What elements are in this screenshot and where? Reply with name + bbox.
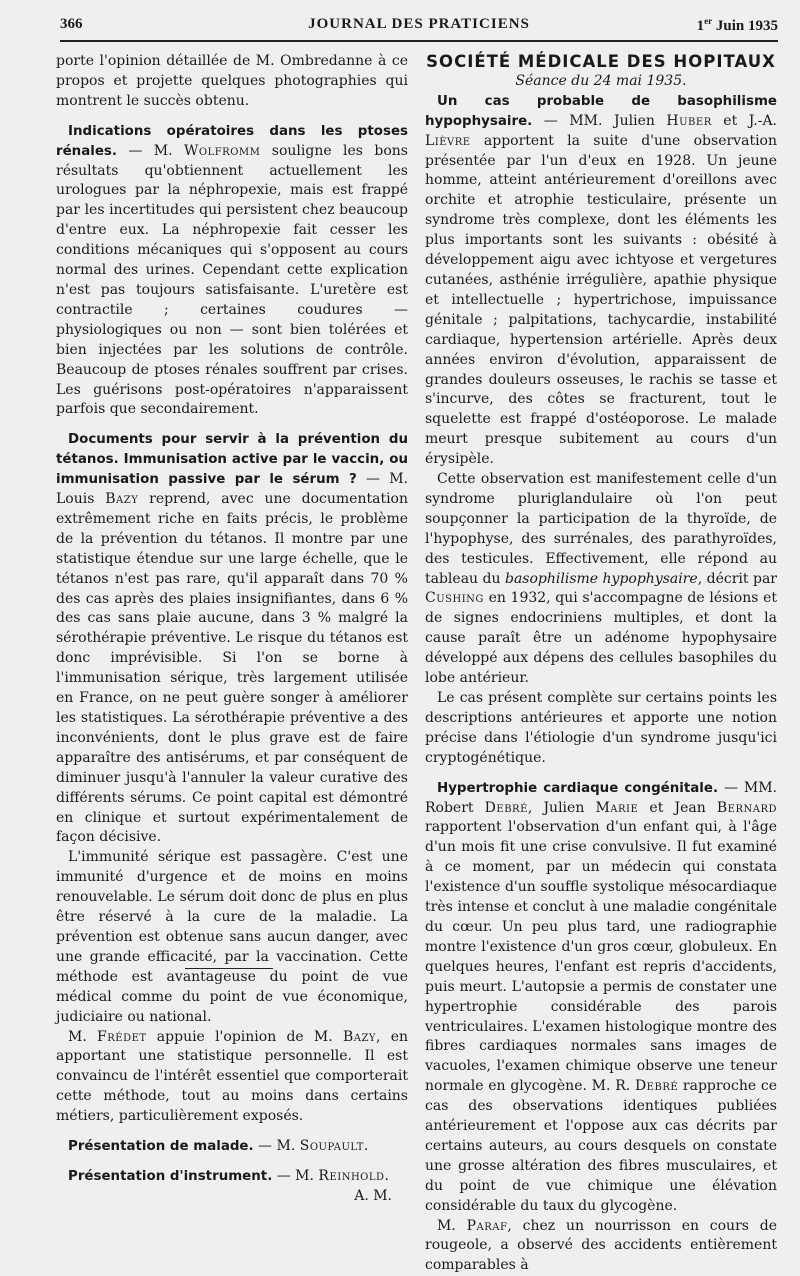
author-name: Frédet bbox=[97, 1028, 147, 1045]
seance-date: Séance du 24 mai 1935. bbox=[515, 72, 687, 89]
section-title: Présentation de malade. bbox=[68, 1139, 254, 1155]
author-name: Bernard bbox=[716, 799, 777, 816]
author-name: Lièvre bbox=[425, 132, 471, 149]
author-name: Soupault. bbox=[299, 1138, 369, 1155]
author-name: Marie bbox=[595, 799, 639, 816]
section-title: Présentation d'instrument. bbox=[68, 1168, 273, 1184]
section-title: Un cas probable de basophilisme hypophysaire. bbox=[425, 93, 777, 129]
author-name: Reinhold. bbox=[318, 1167, 390, 1184]
end-rule-divider bbox=[185, 968, 273, 969]
signature: A. M. bbox=[354, 1187, 392, 1204]
section-ptoses-renales: Indications opératoires dans les ptoses rénales. — M. Wolfromm souligne les bons résultats qu'obtiennent actuellement les urologues par la néphropexie, mais est frappé par les incertitudes qui persistent chez beaucoup d'entre eux. La néphropexie fait cesser les conditions mécaniques qui s'opposent au cours normal des urines. Cependant cette explication n'est pas toujours satisfaisante. L'uretère est contractile ; certaines coudures — physiologiques ou non — sont bien tolérées et bien injectées par les solutions de contrôle. Beaucoup de ptoses rénales souffrent par crises. Les guérisons post-opératoires n'apparaissent parfois que secondairement. bbox=[56, 123, 408, 418]
right-column bbox=[425, 52, 777, 1276]
author-name: Bazy bbox=[105, 491, 139, 508]
author-name: Paraf bbox=[466, 1217, 508, 1234]
section-presentation-instrument: Présentation d'instrument. — M. Reinhold. bbox=[68, 1167, 390, 1184]
section-basophilisme: Un cas probable de basophilisme hypophysaire. — MM. Julien Huber et J.-A. Lièvre apportent la suite d'une observation présentée par l'un d'eux en 1928. Un jeune homme, atteint antérieurement d'oreillons avec orchite et atrophie testiculaire, présente un syndrome très complexe, dont les éléments les plus importants sont les suivants : obésité à développement aigu avec ichtyose et vergetures cutanées, asthénie irrégulière, apathie physique et intellectuelle ; hypertrichose, impuissance génitale ; palpitations, tachycardie, instabilité cardiaque, hypertension artérielle. Après deux années environ d'évolution, apparaissent de grandes douleurs osseuses, le rachis se tasse et s'incurve, des côtes se fracturent, tout le squelette est frappé d'ostéoporose. Le malade meurt presque subitement au cours d'un érysipèle. bbox=[425, 93, 777, 468]
paragraph-fredet: M. Frédet appuie l'opinion de M. Bazy, en apportant une statistique personnelle. Il est convaincu de l'intérêt essentiel que comporterait cette méthode, tout au moins dans certains métiers, particulièrement exposés. bbox=[56, 1028, 409, 1125]
issue-date: 1er Juin 1935 bbox=[696, 16, 778, 34]
paragraph-cas-present: Le cas présent complète sur certains points les descriptions antérieures et apporte une notion précise dans l'étiologie d'un syndrome jusqu'ici cryptogénétique. bbox=[425, 690, 777, 766]
author-name: Debré bbox=[484, 799, 528, 816]
page-number: 366 bbox=[60, 16, 83, 32]
section-title: Documents pour servir à la prévention du tétanos. Immunisation active par le vaccin, ou immunisation passive par le sérum ? bbox=[56, 432, 408, 488]
paragraph-observation: Cette observation est manifestement celle d'un syndrome pluriglandulaire où l'on peut soupçonner la participation de la thyroïde, de l'hypophyse, des surrénales, des parathyroïdes, des testicules. Effectivement, elle répond au tableau du basophilisme hypophysaire, décrit par Cushing en 1932, qui s'accompagne de lésions et de signes endocriniens multiples, et dont la cause paraît être un adénome hypophysaire développé aux dépens des cellules basophiles du lobe antérieur. bbox=[425, 471, 777, 687]
section-hypertrophie-cardiaque: Hypertrophie cardiaque congénitale. — MM. Robert Debré, Julien Marie et Jean Bernard rapportent l'observation d'un enfant qui, à l'âge d'un mois fit une crise convulsive. Il fut examiné à ce moment, par un médecin qui constata l'existence d'un souffle systolique mésocardiaque très intense et conclut à une maladie congénitale du cœur. Un peu plus tard, une radiographie montre l'existence d'un gros cœur, globuleux. En quelques heures, l'enfant est repris d'accidents, puis meurt. L'autopsie a permis de constater une hypertrophie considérable des parois ventriculaires. L'examen histologique montre des fibres cardiaques normales sans images de vacuoles, l'examen chimique observe une teneur normale en glycogène. M. R. Debré rapproche ce cas des observations identiques publiées antérieurement et l'oppose aux cas décrits par certains auteurs, au cours desquels on constate une grosse altération des fibres musculaires, et du point de vue chimique une élévation considérable du taux du glycogène. bbox=[425, 779, 777, 1214]
author-name: Wolfromm bbox=[184, 142, 261, 159]
journal-title: JOURNAL DES PRATICIENS bbox=[308, 16, 530, 32]
section-title: Hypertrophie cardiaque congénitale. bbox=[437, 780, 719, 796]
paragraph-immunite: L'immunité sérique est passagère. C'est une immunité d'urgence et de moins en moins renouvelable. Le sérum doit donc de plus en plus être réservé à la cure de la maladie. La prévention est obtenue sans aucun danger, avec une grande efficacité, par la vaccination. Cette méthode est avantageuse du point de vue médical comme du point de vue économique, judiciaire ou national. bbox=[56, 849, 408, 1025]
author-name: Huber bbox=[666, 112, 712, 129]
society-title: SOCIÉTÉ MÉDICALE DES HOPITAUX bbox=[426, 52, 776, 71]
author-name: Cushing bbox=[425, 590, 484, 607]
author-name: Debré bbox=[634, 1078, 679, 1095]
page-header bbox=[60, 14, 778, 42]
author-name: Bazy bbox=[342, 1028, 377, 1045]
left-column bbox=[56, 52, 408, 1207]
section-title: Indications opératoires dans les ptoses rénales. bbox=[56, 123, 408, 159]
section-tetanos: Documents pour servir à la prévention du tétanos. Immunisation active par le vaccin, ou immunisation passive par le sérum ? — M. Louis Bazy reprend, avec une documentation extrêmement riche en faits précis, le problème de la prévention du tétanos. Il montre par une statistique étendue sur une large échelle, que le tétanos n'est pas rare, qu'il apparaît dans 70 % des cas après des plaies insignifiantes, dans 6 % des cas sans plaie aucune, dans 3 % malgré la sérothérapie préventive. Le risque du tétanos est donc imprévisible. Si l'on se borne à l'immunisation sérique, très largement utilisée en France, on ne peut guère songer à améliorer les statistiques. La sérothérapie préventive a des inconvénients, dont le plus grave est de faire apparaître des antisérums, et par conséquent de diminuer jusqu'à l'annuler la valeur curative des différents sérums. Ce point capital est démontré en clinique et surtout expérimentalement de façon décisive. bbox=[56, 432, 408, 846]
paragraph-ombredanne: porte l'opinion détaillée de M. Ombredanne à ce propos et projette quelques photographies qui montrent le succès obtenu. bbox=[56, 53, 408, 109]
paragraph-paraf: M. Paraf, chez un nourrisson en cours de rougeole, a observé des accidents entièrement comparables à bbox=[425, 1217, 777, 1274]
section-presentation-malade: Présentation de malade. — M. Soupault. bbox=[68, 1138, 369, 1155]
